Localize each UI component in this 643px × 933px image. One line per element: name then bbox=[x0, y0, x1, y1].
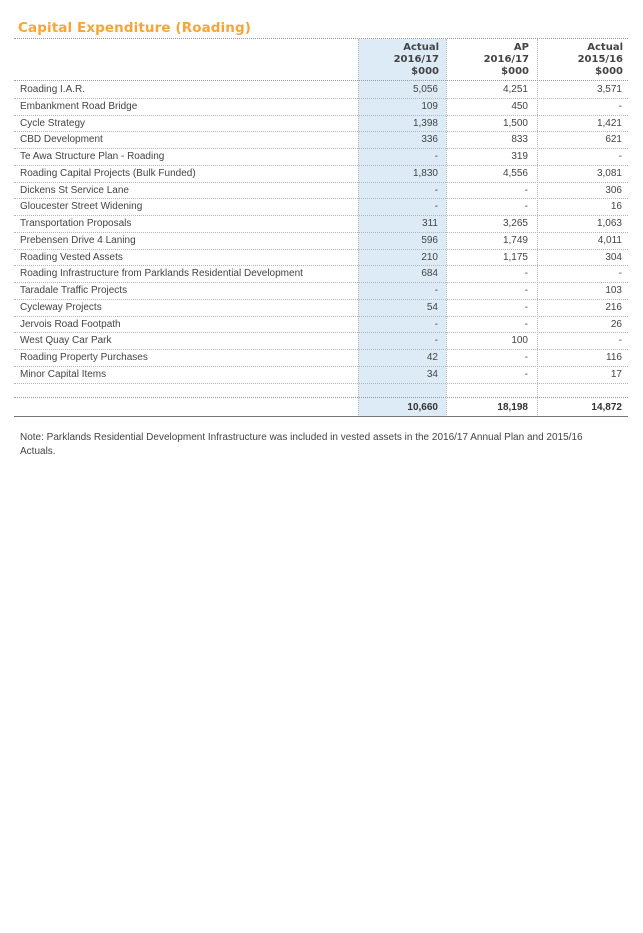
cell-ap-2016-17: 100 bbox=[511, 335, 528, 347]
cell-ap-2016-17: - bbox=[524, 285, 528, 296]
table-row bbox=[14, 148, 628, 166]
header-line: 2016/17 bbox=[483, 54, 529, 65]
cell-actual-2016-17: - bbox=[434, 201, 438, 213]
table-row bbox=[14, 299, 628, 317]
row-label: Te Awa Structure Plan - Roading bbox=[20, 151, 165, 162]
cell-actual-2016-17: 336 bbox=[421, 134, 438, 146]
cell-ap-2016-17: 1,500 bbox=[502, 117, 528, 129]
header-line: $000 bbox=[411, 66, 439, 77]
header-line: $000 bbox=[595, 66, 623, 77]
cell-actual-2016-17: 42 bbox=[426, 352, 438, 363]
cell-actual-2015-16: 216 bbox=[605, 301, 622, 313]
cell-actual-2015-16: 1,063 bbox=[596, 218, 622, 229]
row-label: Roading Capital Projects (Bulk Funded) bbox=[20, 167, 196, 179]
cell-actual-2015-16: - bbox=[618, 100, 622, 112]
cell-ap-2016-17: 4,556 bbox=[502, 167, 528, 179]
cell-actual-2015-16: 621 bbox=[605, 134, 622, 146]
cell-actual-2015-16: - bbox=[618, 151, 622, 162]
cell-actual-2015-16: 4,011 bbox=[597, 234, 622, 246]
table-row bbox=[14, 316, 628, 334]
row-label: Taradale Traffic Projects bbox=[20, 285, 128, 296]
cell-ap-2016-17: 833 bbox=[511, 134, 528, 146]
column-header-actual-2015-16 bbox=[578, 42, 623, 78]
cell-ap-2016-17: - bbox=[524, 268, 528, 280]
row-label: West Quay Car Park bbox=[20, 335, 112, 347]
row-label: Roading Vested Assets bbox=[20, 251, 123, 263]
cell-actual-2016-17: 54 bbox=[426, 301, 438, 313]
cell-ap-2016-17: - bbox=[524, 184, 528, 196]
row-label: Dickens St Service Lane bbox=[20, 184, 129, 196]
table-row bbox=[14, 332, 628, 350]
total-actual-2015-16: 14,872 bbox=[591, 402, 622, 413]
table-row bbox=[14, 215, 628, 233]
cell-actual-2015-16: 116 bbox=[606, 352, 622, 363]
row-label: Roading Infrastructure from Parklands Residential Development bbox=[20, 268, 303, 280]
cell-actual-2015-16: - bbox=[618, 268, 622, 280]
cell-ap-2016-17: 4,251 bbox=[502, 84, 528, 95]
row-label: Roading I.A.R. bbox=[20, 84, 86, 95]
table-row bbox=[14, 165, 628, 183]
table-row bbox=[14, 198, 628, 216]
header-line: AP bbox=[513, 42, 529, 53]
table-row bbox=[14, 282, 628, 300]
table-row bbox=[14, 115, 628, 133]
cell-ap-2016-17: 319 bbox=[511, 151, 528, 162]
cell-actual-2015-16: 17 bbox=[610, 368, 622, 380]
row-label: Cycle Strategy bbox=[20, 117, 86, 129]
cell-actual-2015-16: 304 bbox=[605, 251, 622, 263]
cell-actual-2016-17: 596 bbox=[421, 234, 438, 246]
footnote: Note: Parklands Residential Development Infrastructure was included in vested assets in the 2016/17 Annual Plan and 2015/16 Actuals. bbox=[20, 432, 583, 457]
header-line: $000 bbox=[501, 66, 529, 77]
table-row bbox=[14, 131, 628, 149]
title-divider bbox=[14, 38, 628, 39]
cell-ap-2016-17: - bbox=[524, 352, 528, 363]
cell-actual-2016-17: - bbox=[434, 151, 438, 162]
cell-ap-2016-17: 450 bbox=[511, 100, 528, 112]
cell-actual-2016-17: 210 bbox=[421, 251, 438, 263]
cell-actual-2016-17: 311 bbox=[422, 218, 438, 229]
total-actual-2016-17: 10,660 bbox=[407, 402, 438, 413]
cell-actual-2015-16: 3,081 bbox=[596, 167, 622, 179]
column-header-ap-2016-17 bbox=[484, 42, 529, 78]
cell-actual-2016-17: 5,056 bbox=[412, 84, 438, 95]
cell-actual-2016-17: - bbox=[434, 335, 438, 347]
row-label: CBD Development bbox=[20, 134, 103, 146]
cell-actual-2015-16: 3,571 bbox=[596, 84, 622, 95]
column-header-actual-2016-17 bbox=[394, 42, 439, 78]
cell-actual-2015-16: 26 bbox=[610, 318, 622, 330]
cell-ap-2016-17: 1,175 bbox=[502, 251, 528, 263]
row-label: Cycleway Projects bbox=[20, 301, 102, 313]
cell-ap-2016-17: - bbox=[524, 201, 528, 213]
total-row bbox=[14, 399, 628, 416]
row-label: Jervois Road Footpath bbox=[20, 318, 121, 330]
row-label: Gloucester Street Widening bbox=[20, 201, 143, 213]
total-underline bbox=[14, 416, 628, 417]
total-divider bbox=[14, 397, 628, 398]
row-label: Transportation Proposals bbox=[20, 218, 132, 229]
table-row bbox=[14, 249, 628, 267]
page-title: Capital Expenditure (Roading) bbox=[18, 20, 252, 36]
cell-ap-2016-17: - bbox=[524, 301, 528, 313]
cell-actual-2016-17: 1,830 bbox=[412, 167, 438, 179]
row-label: Prebensen Drive 4 Laning bbox=[20, 234, 136, 246]
table-row bbox=[14, 81, 628, 99]
cell-actual-2015-16: 16 bbox=[610, 201, 622, 213]
table-row bbox=[14, 265, 628, 283]
cell-actual-2015-16: - bbox=[618, 335, 622, 347]
cell-ap-2016-17: 1,749 bbox=[502, 234, 528, 246]
row-label: Minor Capital Items bbox=[20, 368, 107, 380]
cell-actual-2016-17: - bbox=[434, 285, 438, 296]
cell-actual-2016-17: 684 bbox=[421, 268, 438, 280]
cell-actual-2015-16: 1,421 bbox=[596, 117, 622, 129]
cell-actual-2015-16: 306 bbox=[605, 184, 622, 196]
header-line: Actual bbox=[587, 42, 623, 53]
table-row bbox=[14, 182, 628, 200]
cell-actual-2016-17: 109 bbox=[421, 100, 438, 112]
table-row bbox=[14, 98, 628, 116]
cell-ap-2016-17: 3,265 bbox=[502, 218, 528, 229]
cell-actual-2016-17: 1,398 bbox=[412, 117, 438, 129]
header-line: Actual bbox=[403, 42, 439, 53]
row-label: Embankment Road Bridge bbox=[20, 100, 138, 112]
row-label: Roading Property Purchases bbox=[20, 352, 148, 363]
table-row bbox=[14, 232, 628, 250]
header-line: 2015/16 bbox=[577, 54, 623, 65]
table-row bbox=[14, 349, 628, 367]
cell-ap-2016-17: - bbox=[524, 318, 528, 330]
cell-actual-2016-17: 34 bbox=[426, 368, 438, 380]
cell-actual-2016-17: - bbox=[434, 184, 438, 196]
header-line: 2016/17 bbox=[393, 54, 439, 65]
cell-ap-2016-17: - bbox=[524, 368, 528, 380]
total-ap-2016-17: 18,198 bbox=[497, 402, 528, 413]
cell-actual-2015-16: 103 bbox=[605, 285, 622, 296]
table-row-spacer bbox=[14, 380, 628, 398]
cell-actual-2016-17: - bbox=[434, 318, 438, 330]
